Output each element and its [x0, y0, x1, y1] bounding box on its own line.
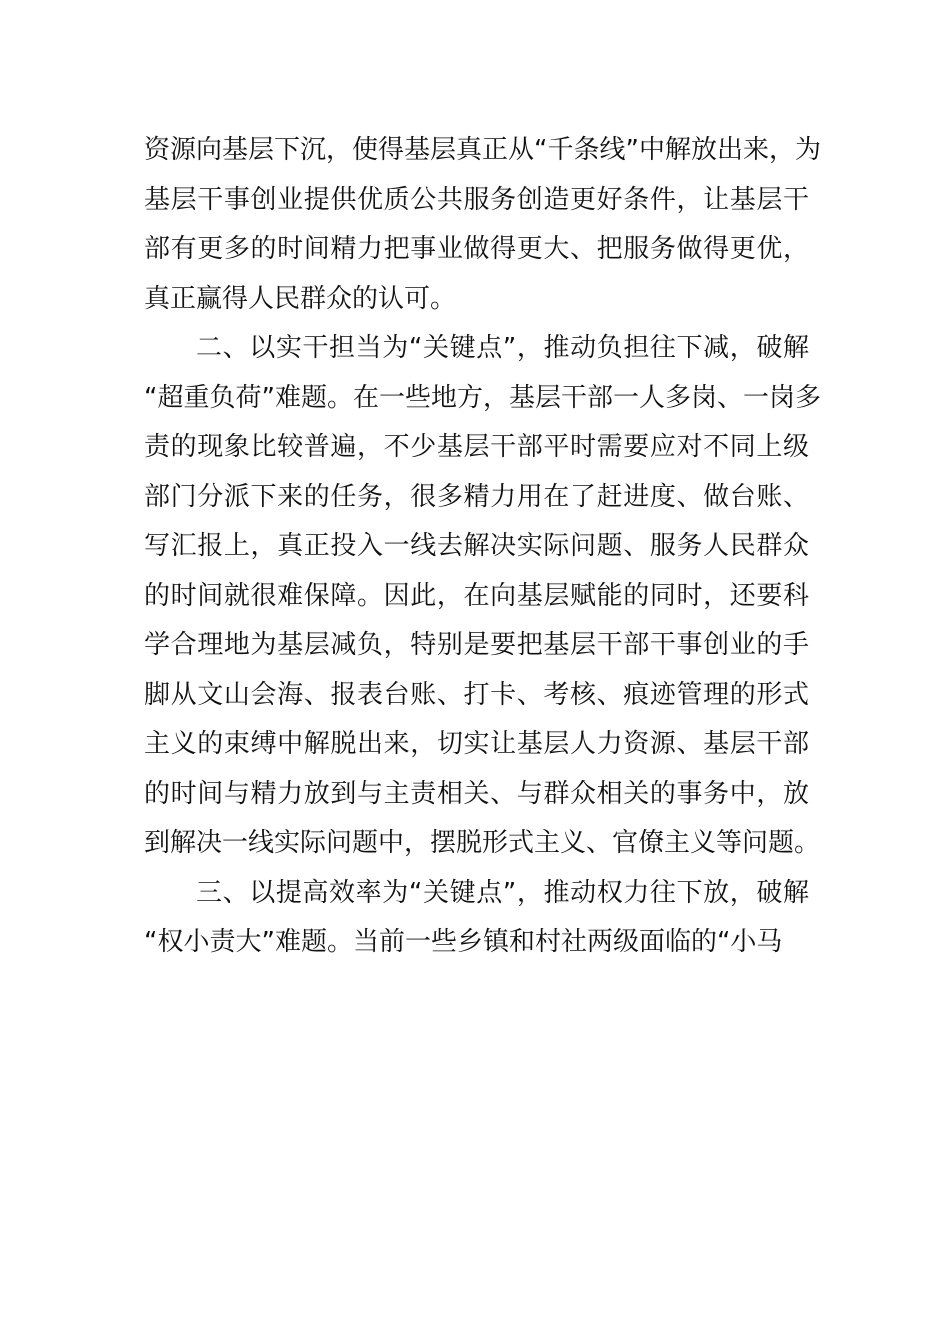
text-line: “权小责大”难题。当前一些乡镇和村社两级面临的“小马 [144, 927, 783, 957]
text-line: 写汇报上，真正投入一线去解决实际问题、服务人民群众 [144, 531, 809, 561]
paragraph-continuation [144, 126, 821, 324]
document-body [144, 126, 821, 968]
text-line: 的时间就很难保障。因此，在向基层赋能的同时，还要科 [144, 580, 809, 611]
text-line: 责的现象比较普遍，不少基层干部平时需要应对不同上级 [144, 432, 809, 462]
text-line: “超重负荷”难题。在一些地方，基层干部一人多岗、一岗多 [144, 382, 821, 413]
paragraph-section-three [144, 869, 809, 968]
text-line: 到解决一线实际问题中，摆脱形式主义、官僚主义等问题。 [144, 828, 821, 858]
text-line: 二、以实干担当为“关键点”，推动负担往下减，破解 [196, 333, 809, 363]
text-line: 部门分派下来的任务，很多精力用在了赶进度、做台账、 [144, 481, 809, 512]
text-line: 主义的束缚中解脱出来，切实让基层人力资源、基层干部 [144, 729, 809, 759]
text-line: 基层干事创业提供优质公共服务创造更好条件，让基层干 [144, 184, 809, 215]
text-line: 学合理地为基层减负，特别是要把基层干部干事创业的手 [144, 630, 809, 660]
text-line: 真正赢得人民群众的认可。 [144, 283, 457, 314]
paragraph-section-two [144, 324, 821, 869]
text-line: 三、以提高效率为“关键点”，推动权力往下放，破解 [196, 877, 809, 908]
text-line: 脚从文山会海、报表台账、打卡、考核、痕迹管理的形式 [144, 679, 809, 710]
text-line: 资源向基层下沉，使得基层真正从“千条线”中解放出来，为 [144, 135, 821, 165]
text-line: 的时间与精力放到与主责相关、与群众相关的事务中，放 [144, 778, 809, 809]
text-line: 部有更多的时间精力把事业做得更大、把服务做得更优， [144, 234, 809, 264]
